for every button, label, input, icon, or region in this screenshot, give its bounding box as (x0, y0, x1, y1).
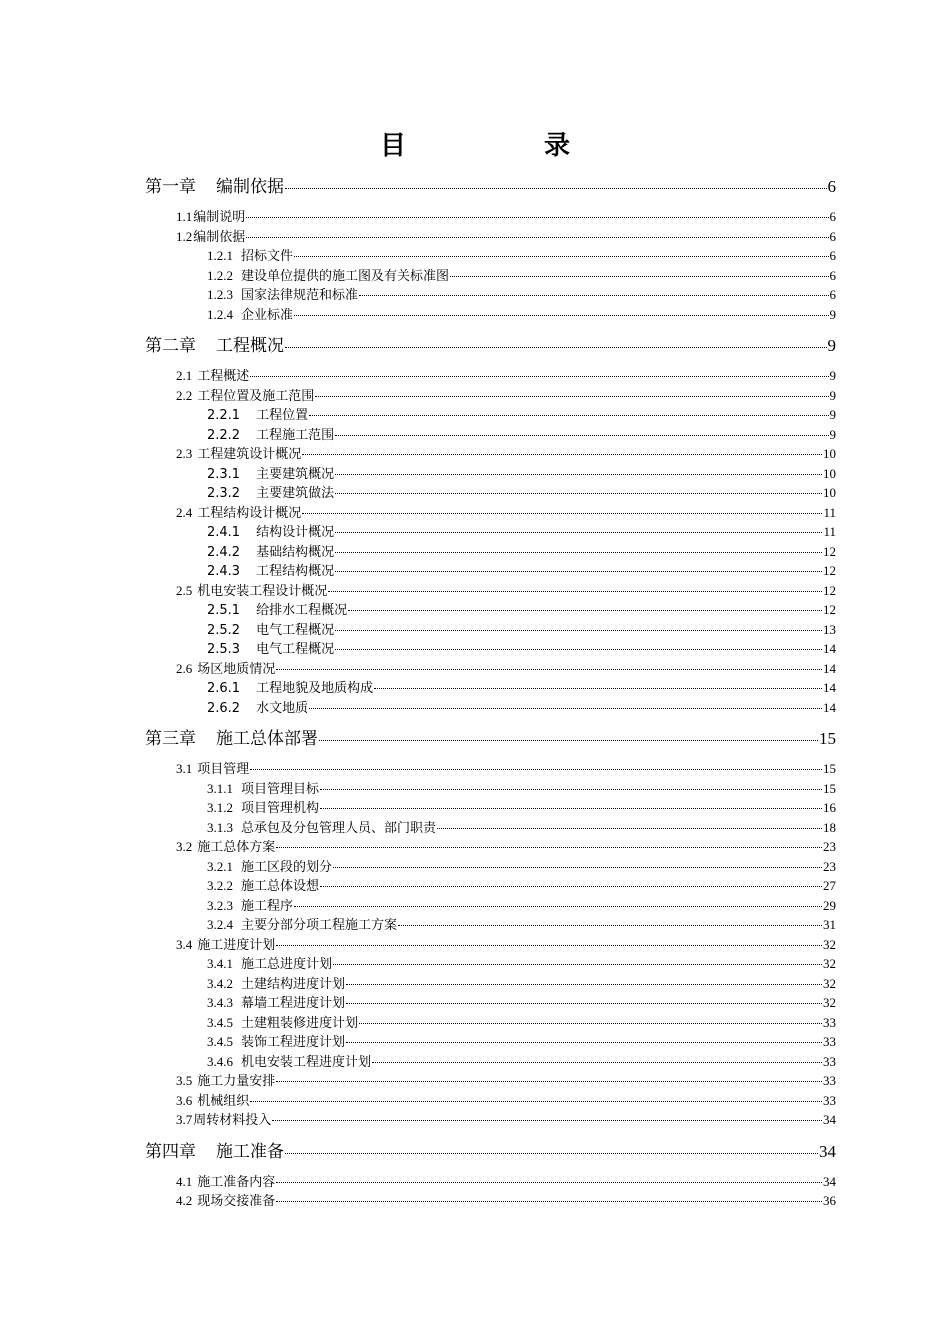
dot-leader (320, 873, 822, 887)
toc-entry-number: 2.2.2 (207, 427, 241, 443)
dot-leader (276, 834, 822, 848)
toc-entry-number: 1.2.2 (207, 267, 233, 283)
toc-page-number: 14 (823, 699, 836, 715)
toc-entry[interactable] (207, 914, 836, 933)
toc-entry-label (207, 1012, 358, 1031)
toc-entry-number: 3.4.1 (207, 956, 233, 971)
dot-leader (335, 617, 822, 631)
dot-leader (374, 675, 822, 689)
toc-entry[interactable] (207, 265, 836, 284)
dot-leader (319, 723, 818, 741)
toc-chapter[interactable] (145, 1137, 836, 1162)
toc-page-number: 6 (827, 177, 836, 196)
toc-entry[interactable] (176, 1190, 836, 1209)
toc-entry[interactable] (207, 638, 836, 657)
toc-entry-text: 工程位置及施工范围 (197, 387, 315, 403)
toc-entry-label (207, 778, 319, 797)
toc-entry-label (207, 599, 347, 618)
toc-entry-number: 3.2.1 (207, 858, 233, 874)
toc-entry-label (207, 560, 334, 579)
toc-entry-text: 土建结构进度计划 (241, 975, 346, 991)
toc-entry-text: 建设单位提供的施工图及有关标准图 (241, 267, 450, 283)
toc-entry[interactable] (176, 226, 836, 245)
toc-entry[interactable] (176, 1090, 836, 1109)
toc-entry-label (176, 758, 249, 777)
dot-leader (309, 402, 828, 416)
toc-entry-number: 1.2.4 (207, 306, 233, 322)
toc-page-number: 14 (823, 680, 836, 695)
dot-leader (333, 854, 822, 868)
dot-leader (335, 422, 828, 436)
dot-leader (437, 815, 822, 829)
toc-entry[interactable] (207, 856, 836, 875)
toc-entry-text: 施工总体部署 (216, 729, 318, 748)
toc-page-number: 33 (823, 1092, 836, 1108)
toc-entry-number: 2.5.1 (207, 603, 241, 618)
toc-page-number: 15 (819, 729, 836, 748)
dot-leader (276, 932, 822, 946)
toc-entry-label (207, 697, 308, 716)
toc-entry-label (207, 404, 308, 423)
toc-page-number: 9 (829, 426, 836, 442)
toc-entry-text: 施工总进度计划 (241, 956, 333, 971)
dot-leader (285, 1136, 818, 1154)
toc-page-number: 33 (823, 1034, 836, 1049)
toc-entry-label (176, 1090, 249, 1109)
toc-entry-text: 装饰工程进度计划 (241, 1034, 346, 1049)
toc-page-number: 12 (823, 543, 836, 559)
toc-entry-text: 工程概述 (197, 368, 250, 383)
toc-entry-text: 周转材料投入 (193, 1112, 272, 1127)
toc-entry-text: 编制依据 (216, 177, 284, 196)
toc-entry-label (176, 1190, 275, 1209)
toc-entry-label (145, 172, 284, 197)
toc-entry[interactable] (207, 1031, 836, 1050)
toc-entry-number: 3.2.2 (207, 878, 233, 893)
toc-entry-text: 施工程序 (241, 897, 294, 913)
toc-entry-text: 编制依据 (193, 228, 246, 244)
toc-entry[interactable] (176, 658, 836, 677)
toc-entry[interactable] (176, 365, 836, 384)
toc-entry-label (176, 580, 327, 599)
toc-entry-text: 水文地质 (256, 700, 309, 716)
toc-entry-number: 1.1 (176, 209, 193, 224)
toc-entry[interactable] (207, 895, 836, 914)
toc-entry-number: 2.4.1 (207, 525, 241, 540)
toc-page-number: 34 (823, 1173, 836, 1189)
toc-page-number: 9 (829, 368, 836, 383)
toc-entry-label (207, 265, 449, 284)
dot-leader (309, 695, 822, 709)
dot-leader (294, 302, 828, 316)
toc-entry-number: 3.7 (176, 1112, 193, 1127)
toc-entry-number: 2.4.2 (207, 544, 241, 560)
toc-entry[interactable] (176, 502, 836, 521)
toc-entry-number: 4.1 (176, 1173, 193, 1189)
toc-entry-number: 2.5 (176, 582, 193, 598)
toc-title: 目 录 (379, 131, 626, 160)
toc-entry-number: 2.3.2 (207, 486, 241, 501)
toc-page-number: 14 (823, 660, 836, 676)
toc-entry-text: 总承包及分包管理人员、部门职责 (241, 819, 437, 835)
toc-entry-number: 3.6 (176, 1092, 193, 1108)
toc-entry-text: 施工准备 (216, 1141, 284, 1161)
toc-entry[interactable] (207, 284, 836, 303)
dot-leader (359, 282, 828, 296)
toc-entry[interactable] (207, 424, 836, 443)
toc-entry-label (207, 1031, 345, 1050)
toc-page-number: 33 (823, 1073, 836, 1088)
dot-leader (335, 480, 822, 494)
dot-leader (272, 1107, 822, 1121)
toc-page-number: 14 (823, 641, 836, 656)
toc-entry-label (207, 424, 334, 443)
toc-entry-number: 3.4.3 (207, 995, 233, 1010)
toc-page-number: 16 (823, 800, 836, 815)
toc-entry-label (145, 331, 284, 356)
toc-page-number: 12 (823, 602, 836, 617)
toc-entry[interactable] (207, 875, 836, 894)
toc-entry[interactable] (176, 1171, 836, 1190)
toc-entry-text: 主要建筑做法 (256, 486, 335, 501)
toc-page-number: 6 (829, 287, 836, 302)
toc-entry-number: 2.6.2 (207, 700, 241, 716)
dot-leader (333, 951, 822, 965)
dot-leader (450, 263, 828, 277)
toc-page-number: 32 (823, 956, 836, 971)
toc-page-number: 31 (823, 917, 836, 932)
toc-entry[interactable] (207, 521, 836, 540)
toc-entry[interactable] (207, 560, 836, 579)
dot-leader (276, 1188, 822, 1202)
dot-leader (346, 990, 822, 1004)
toc-entry-text: 工程建筑设计概况 (197, 446, 302, 461)
toc-entry-label (207, 1051, 371, 1070)
toc-entry-text: 机电安装工程设计概况 (197, 582, 328, 598)
toc-entry-number: 2.2.1 (207, 408, 241, 423)
toc-entry-text: 企业标准 (241, 306, 294, 322)
dot-leader (294, 893, 822, 907)
toc-entry[interactable] (207, 304, 836, 323)
dot-leader (302, 500, 822, 514)
toc-entry-text: 施工进度计划 (197, 936, 276, 952)
toc-page-number: 6 (829, 228, 836, 244)
toc-entry-text: 场区地质情况 (197, 660, 276, 676)
toc-entry-label (207, 895, 293, 914)
toc-page-number: 9 (829, 407, 836, 422)
toc-entry-number: 第一章 (145, 177, 196, 196)
toc-entry-label (207, 817, 436, 836)
toc-entry-text: 施工总体设想 (241, 878, 320, 893)
toc-entry-text: 项目管理 (197, 761, 250, 776)
toc-chapter[interactable] (145, 724, 836, 749)
toc-entry-number: 3.1 (176, 761, 193, 776)
toc-entry-text: 主要分部分项工程施工方案 (241, 917, 398, 932)
toc-entry[interactable] (207, 973, 836, 992)
toc-entry-label (176, 502, 301, 521)
toc-entry-label (207, 875, 319, 894)
toc-entry[interactable] (176, 206, 836, 225)
toc-entry-number: 1.2.1 (207, 248, 233, 263)
dot-leader (335, 558, 822, 572)
dot-leader (328, 578, 822, 592)
toc-entry-number: 2.5.2 (207, 622, 241, 638)
toc-entry[interactable] (176, 1109, 836, 1128)
toc-entry-text: 工程位置 (256, 408, 309, 423)
toc-entry-text: 项目管理机构 (241, 800, 320, 815)
toc-entry-label (145, 724, 318, 749)
dot-leader (335, 539, 822, 553)
toc-chapter[interactable] (145, 331, 836, 356)
toc-page-number: 10 (823, 485, 836, 500)
toc-page-number: 9 (829, 387, 836, 403)
toc-page-number: 33 (823, 1053, 836, 1069)
toc-page-number: 32 (823, 936, 836, 952)
toc-entry-text: 结构设计概况 (256, 525, 335, 540)
toc-entry[interactable] (207, 953, 836, 972)
toc-entry-label (176, 365, 249, 384)
toc-entry-number: 3.4 (176, 936, 193, 952)
toc-entry-label (207, 463, 334, 482)
toc-entry-number: 2.4 (176, 504, 193, 520)
toc-entry-number: 1.2 (176, 228, 193, 244)
toc-entry-number: 3.4.5 (207, 1034, 233, 1049)
toc-entry-number: 3.2.4 (207, 917, 233, 932)
toc-entry-text: 工程地貌及地质构成 (256, 681, 374, 696)
toc-entry[interactable] (207, 797, 836, 816)
toc-entry-label (176, 836, 275, 855)
toc-page-number: 9 (829, 306, 836, 322)
dot-leader (346, 971, 822, 985)
dot-leader (276, 1068, 822, 1082)
dot-leader (250, 1088, 822, 1102)
toc-entry-number: 3.4.2 (207, 975, 233, 991)
toc-page-number: 23 (823, 839, 836, 854)
toc-entry-text: 给排水工程概况 (256, 603, 348, 618)
dot-leader (276, 1169, 822, 1183)
dot-leader (335, 461, 822, 475)
dot-leader (246, 224, 828, 238)
toc-entry-label (176, 226, 245, 245)
dot-leader (276, 656, 822, 670)
dot-leader (335, 636, 822, 650)
toc-entry-label (207, 284, 358, 303)
toc-entry-number: 2.1 (176, 368, 193, 383)
toc-page-number: 11 (823, 524, 836, 539)
dot-leader (315, 383, 828, 397)
dot-leader (372, 1049, 822, 1063)
toc-entry-number: 3.4.6 (207, 1053, 233, 1069)
toc-entry-text: 土建粗装修进度计划 (241, 1014, 359, 1030)
toc-entry-text: 幕墙工程进度计划 (241, 995, 346, 1010)
toc-entry-number: 2.6.1 (207, 681, 241, 696)
toc-entry-number: 第三章 (145, 729, 196, 748)
dot-leader (302, 441, 822, 455)
dot-leader (359, 1010, 822, 1024)
toc-entry-label (176, 443, 301, 462)
toc-entry[interactable] (207, 482, 836, 501)
dot-leader (346, 1029, 822, 1043)
dot-leader (250, 363, 828, 377)
toc-page-number: 29 (823, 897, 836, 913)
toc-entry[interactable] (176, 385, 836, 404)
toc-entry[interactable] (207, 1012, 836, 1031)
toc-entry[interactable] (176, 443, 836, 462)
toc-entry-label (207, 619, 334, 638)
toc-page-number: 32 (823, 975, 836, 991)
toc-entry[interactable] (207, 697, 836, 716)
toc-entry-text: 主要建筑概况 (256, 466, 335, 482)
toc-page-number: 12 (823, 563, 836, 578)
toc-entry-text: 工程施工范围 (256, 427, 335, 443)
toc-page-number: 9 (827, 336, 836, 355)
dot-leader (320, 795, 822, 809)
toc-entry-label (207, 541, 334, 560)
toc-entry-number: 3.5 (176, 1073, 193, 1088)
toc-entry-text: 机电安装工程进度计划 (241, 1053, 372, 1069)
toc-entry-label (176, 206, 245, 225)
toc-entry-text: 编制说明 (193, 209, 246, 224)
toc-entry[interactable] (176, 1070, 836, 1089)
toc-entry-label (207, 953, 332, 972)
toc-entry-text: 基础结构概况 (256, 544, 335, 560)
toc-entry-number: 2.2 (176, 387, 193, 403)
toc-entry-number: 2.5.3 (207, 642, 241, 657)
toc-page-number: 10 (823, 465, 836, 481)
toc-entry-number: 3.2 (176, 839, 193, 854)
toc-page-number: 34 (819, 1141, 836, 1161)
toc-entry-number: 3.1.3 (207, 819, 233, 835)
toc-entry-label (207, 638, 334, 657)
toc-entry-label (207, 992, 345, 1011)
toc-entry-number: 2.4.3 (207, 564, 241, 579)
toc-entry-text: 现场交接准备 (197, 1193, 276, 1208)
toc-entry[interactable] (207, 619, 836, 638)
toc-entry[interactable] (176, 836, 836, 855)
toc-page-number: 6 (829, 248, 836, 263)
toc-entry-text: 招标文件 (241, 248, 294, 263)
toc-entry[interactable] (176, 934, 836, 953)
toc-page-number: 12 (823, 582, 836, 598)
dot-leader (348, 597, 822, 611)
toc-page-number: 13 (823, 621, 836, 637)
dot-leader (320, 776, 822, 790)
toc-entry-label (207, 245, 293, 264)
toc-entry-label (207, 482, 334, 501)
toc-entry[interactable] (207, 677, 836, 696)
toc-entry-number: 3.2.3 (207, 897, 233, 913)
toc-entry-text: 施工力量安排 (197, 1073, 276, 1088)
toc-page-number: 23 (823, 858, 836, 874)
toc-entry-number: 4.2 (176, 1193, 193, 1208)
toc-entry[interactable] (207, 541, 836, 560)
dot-leader (250, 756, 822, 770)
dot-leader (246, 204, 828, 218)
toc-entry[interactable] (207, 463, 836, 482)
dot-leader (398, 912, 822, 926)
toc-page-number: 15 (823, 780, 836, 796)
toc-entry-text: 国家法律规范和标准 (241, 287, 359, 302)
toc-entry[interactable] (176, 758, 836, 777)
toc-entry-number: 第四章 (145, 1141, 196, 1161)
toc-page-number: 11 (823, 504, 836, 520)
toc-entry[interactable] (207, 245, 836, 264)
toc-entry-number: 1.2.3 (207, 287, 233, 302)
toc-entry-text: 电气工程概况 (256, 622, 335, 638)
toc-entry[interactable] (207, 992, 836, 1011)
toc-entry-label (207, 856, 332, 875)
toc-entry-label (176, 1109, 271, 1128)
toc-entry-text: 施工总体方案 (197, 839, 276, 854)
toc-page-number: 15 (823, 761, 836, 776)
toc-entry-label (176, 1171, 275, 1190)
toc-entry-label (176, 934, 275, 953)
toc-entry[interactable] (207, 404, 836, 423)
dot-leader (285, 330, 827, 348)
toc-entry-text: 工程结构设计概况 (197, 504, 302, 520)
toc-entry-label (176, 1070, 275, 1089)
toc-page-number: 18 (823, 819, 836, 835)
toc-entry[interactable] (207, 778, 836, 797)
toc-entry-text: 电气工程概况 (256, 642, 335, 657)
toc-entry-number: 2.3.1 (207, 466, 241, 482)
toc-entry[interactable] (176, 580, 836, 599)
toc-entry-label (176, 385, 314, 404)
toc-entry[interactable] (207, 817, 836, 836)
toc-entry-text: 机械组织 (197, 1092, 250, 1108)
toc-entry-text: 项目管理目标 (241, 780, 320, 796)
dot-leader (335, 519, 822, 533)
toc-entry-number: 2.3 (176, 446, 193, 461)
toc-entry-text: 施工区段的划分 (241, 858, 333, 874)
toc-entry-label (176, 658, 275, 677)
toc-entry-number: 3.1.2 (207, 800, 233, 815)
toc-entry-label (207, 973, 345, 992)
toc-entry-label (207, 797, 319, 816)
toc-entry-number: 第二章 (145, 336, 196, 355)
toc-entry[interactable] (207, 599, 836, 618)
toc-entry-number: 3.4.5 (207, 1014, 233, 1030)
toc-entry[interactable] (207, 1051, 836, 1070)
dot-leader (285, 171, 827, 189)
toc-page-number: 34 (823, 1112, 836, 1127)
toc-page-number: 27 (823, 878, 836, 893)
toc-entry-label (145, 1137, 284, 1162)
toc-entry-text: 工程概况 (216, 336, 284, 355)
toc-page-number: 6 (829, 209, 836, 224)
toc-page-number: 33 (823, 1014, 836, 1030)
toc-entry-label (207, 521, 334, 540)
toc-chapter[interactable] (145, 172, 836, 197)
toc-page-number: 10 (823, 446, 836, 461)
toc-entry-label (207, 914, 397, 933)
toc-entry-text: 施工准备内容 (197, 1173, 276, 1189)
toc-page-number: 6 (829, 267, 836, 283)
toc-entry-label (207, 304, 293, 323)
toc-entry-label (207, 677, 373, 696)
toc-entry-number: 2.6 (176, 660, 193, 676)
toc-entry-text: 工程结构概况 (256, 564, 335, 579)
dot-leader (294, 243, 828, 257)
toc-page-number: 32 (823, 995, 836, 1010)
toc-entry-number: 3.1.1 (207, 780, 233, 796)
toc-page-number: 36 (823, 1193, 836, 1208)
